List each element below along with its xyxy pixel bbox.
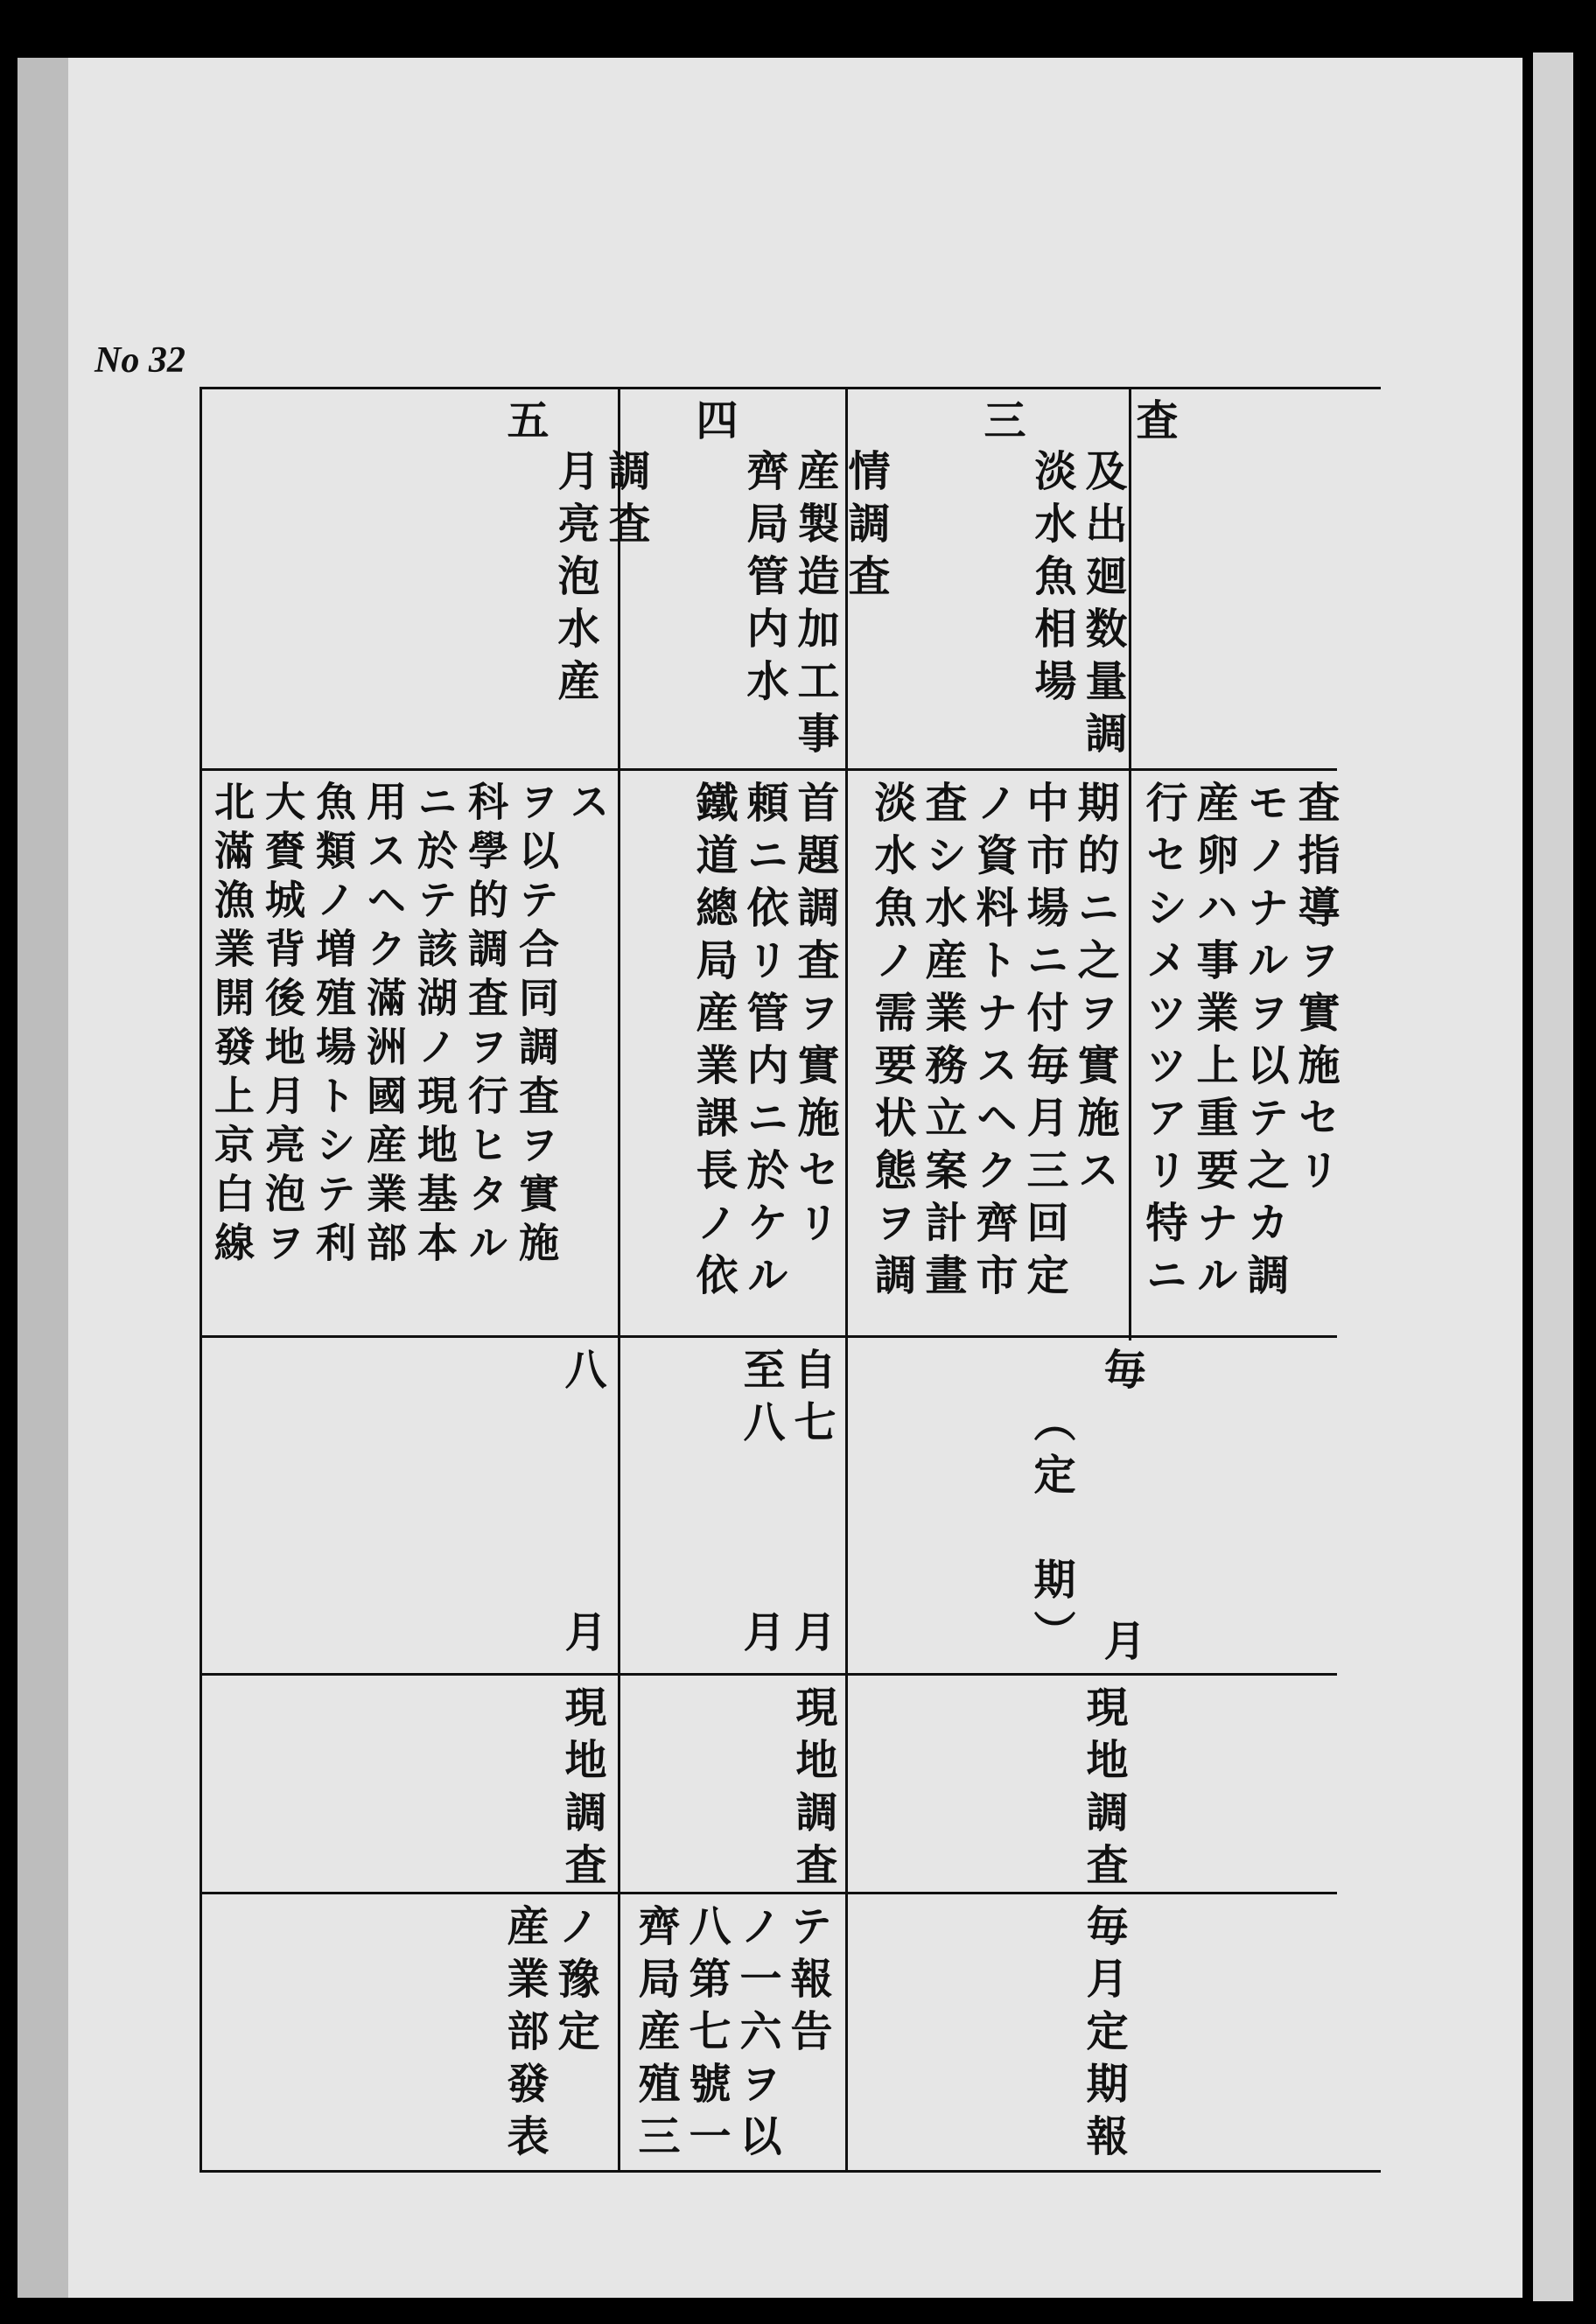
row4-item	[688, 398, 891, 764]
row4-item-line-1: 齊局管内水	[739, 449, 788, 711]
rule-place-remark	[200, 1892, 1337, 1894]
row4-method-line-2: 頼ニ依リ管内ニ於ケル	[739, 780, 788, 1306]
row3-method-line-2: 査シ水産業務立案計畫	[918, 780, 967, 1306]
row5-method-line-6: 科學的調査ヲ行ヒタル	[462, 780, 509, 1270]
row3-remark: 毎月定期報	[1079, 1904, 1128, 2166]
row4-period-1: 自七	[787, 1348, 836, 1452]
next-page-edge	[1533, 52, 1573, 2301]
table-bottom-rule	[200, 2170, 1381, 2173]
row3-method-line-4: 中市場ニ付毎月三回定	[1019, 780, 1068, 1306]
row4-method	[688, 780, 840, 1306]
row3-period-3: 期）	[1026, 1558, 1075, 1662]
carryover-line-3: モノナルヲ以テ之カ調	[1240, 780, 1289, 1306]
carryover-line-4: 査指導ヲ實施セリ	[1291, 780, 1340, 1200]
row4-method-line-3: 首題調査ヲ實施セリ	[790, 780, 839, 1253]
row5-item-line-2: 調査	[601, 449, 650, 554]
row5-period-2: 月	[557, 1610, 606, 1662]
row3-method-line-5: 期的ニ之ヲ實施ス	[1070, 780, 1119, 1200]
row5-remark	[499, 1904, 600, 2166]
row3-item-line-1: 査	[1129, 398, 1178, 451]
row4-place: 現地調査	[788, 1685, 837, 1895]
row5-method-line-5: ニ於テ該湖ノ現地基本	[411, 780, 458, 1270]
row5-method-line-2: 大賚城背後地月亮泡ヲ	[259, 780, 306, 1270]
row4-remark-line-2: 八第七號一	[682, 1904, 731, 2166]
row3-place: 現地調査	[1079, 1685, 1128, 1895]
row5-item-line-1: 月亮泡水産	[550, 449, 599, 711]
row3-method	[866, 780, 1120, 1306]
rule-method-period	[200, 1335, 1337, 1338]
row4-remark-line-1: 齊局産殖三	[631, 1904, 680, 2166]
row5-item-number: 五	[500, 398, 549, 451]
binding-edge	[18, 58, 68, 2298]
row5-item	[499, 398, 651, 711]
row5-method-line-3: 魚類ノ増殖場トシテ利	[310, 780, 357, 1270]
rule-item-method	[200, 768, 1337, 771]
row4-period-2: 至八	[736, 1348, 785, 1452]
row4-method-line-1: 鐵道總局産業課長ノ依	[689, 780, 738, 1306]
carryover-line-2: 産卵ハ事業上重要ナル	[1189, 780, 1238, 1306]
row5-remark-line-1: 産業部發表	[500, 1904, 549, 2166]
row4-remark-line-4: テ報告	[783, 1904, 832, 2062]
row5-method-line-8: ス	[564, 780, 611, 830]
row4-remark-line-3: ノ一六ヲ以	[732, 1904, 781, 2166]
carryover-text	[1138, 780, 1340, 1306]
row3-item	[976, 398, 1179, 764]
row4-remark	[630, 1904, 833, 2166]
row3-method-line-3: ノ資料トナスヘク齊市	[969, 780, 1018, 1306]
row4-item-line-2: 産製造加工事	[790, 449, 839, 764]
row5-method-line-7: ヲ以テ合同調査ヲ實施	[513, 780, 560, 1270]
row3-item-line-3: 淡水魚相場	[1027, 449, 1076, 711]
row3-method-line-1: 淡水魚ノ需要状態ヲ調	[867, 780, 916, 1306]
row3-period-4: 月	[1096, 1619, 1145, 1671]
row3-period-1: 毎	[1096, 1348, 1145, 1400]
row3-item-line-2: 及出廻数量調	[1078, 449, 1127, 764]
row5-remark-line-2: ノ豫定	[550, 1904, 599, 2062]
carryover-line-1: 行セシメツツアリ特ニ	[1138, 780, 1187, 1306]
rule-period-place	[200, 1673, 1337, 1676]
table-top-rule	[200, 387, 1381, 389]
page-number: No 32	[94, 340, 186, 381]
row4-period-3: 月	[787, 1610, 836, 1662]
table-left-rule	[200, 387, 202, 2172]
row5-method	[206, 780, 612, 1270]
row3-item-number: 三	[976, 398, 1026, 451]
row5-period-1: 八	[557, 1348, 606, 1400]
row4-item-number: 四	[689, 398, 738, 451]
row5-method-line-1: 北滿漁業開發上京白線	[208, 780, 256, 1270]
row3-period-2: （定	[1026, 1400, 1075, 1505]
row5-place: 現地調査	[557, 1685, 606, 1895]
row4-period-4: 月	[736, 1610, 785, 1662]
row4-item-line-3: 情調査	[841, 449, 890, 606]
row5-method-line-4: 用スヘク滿洲國産業部	[360, 780, 408, 1270]
